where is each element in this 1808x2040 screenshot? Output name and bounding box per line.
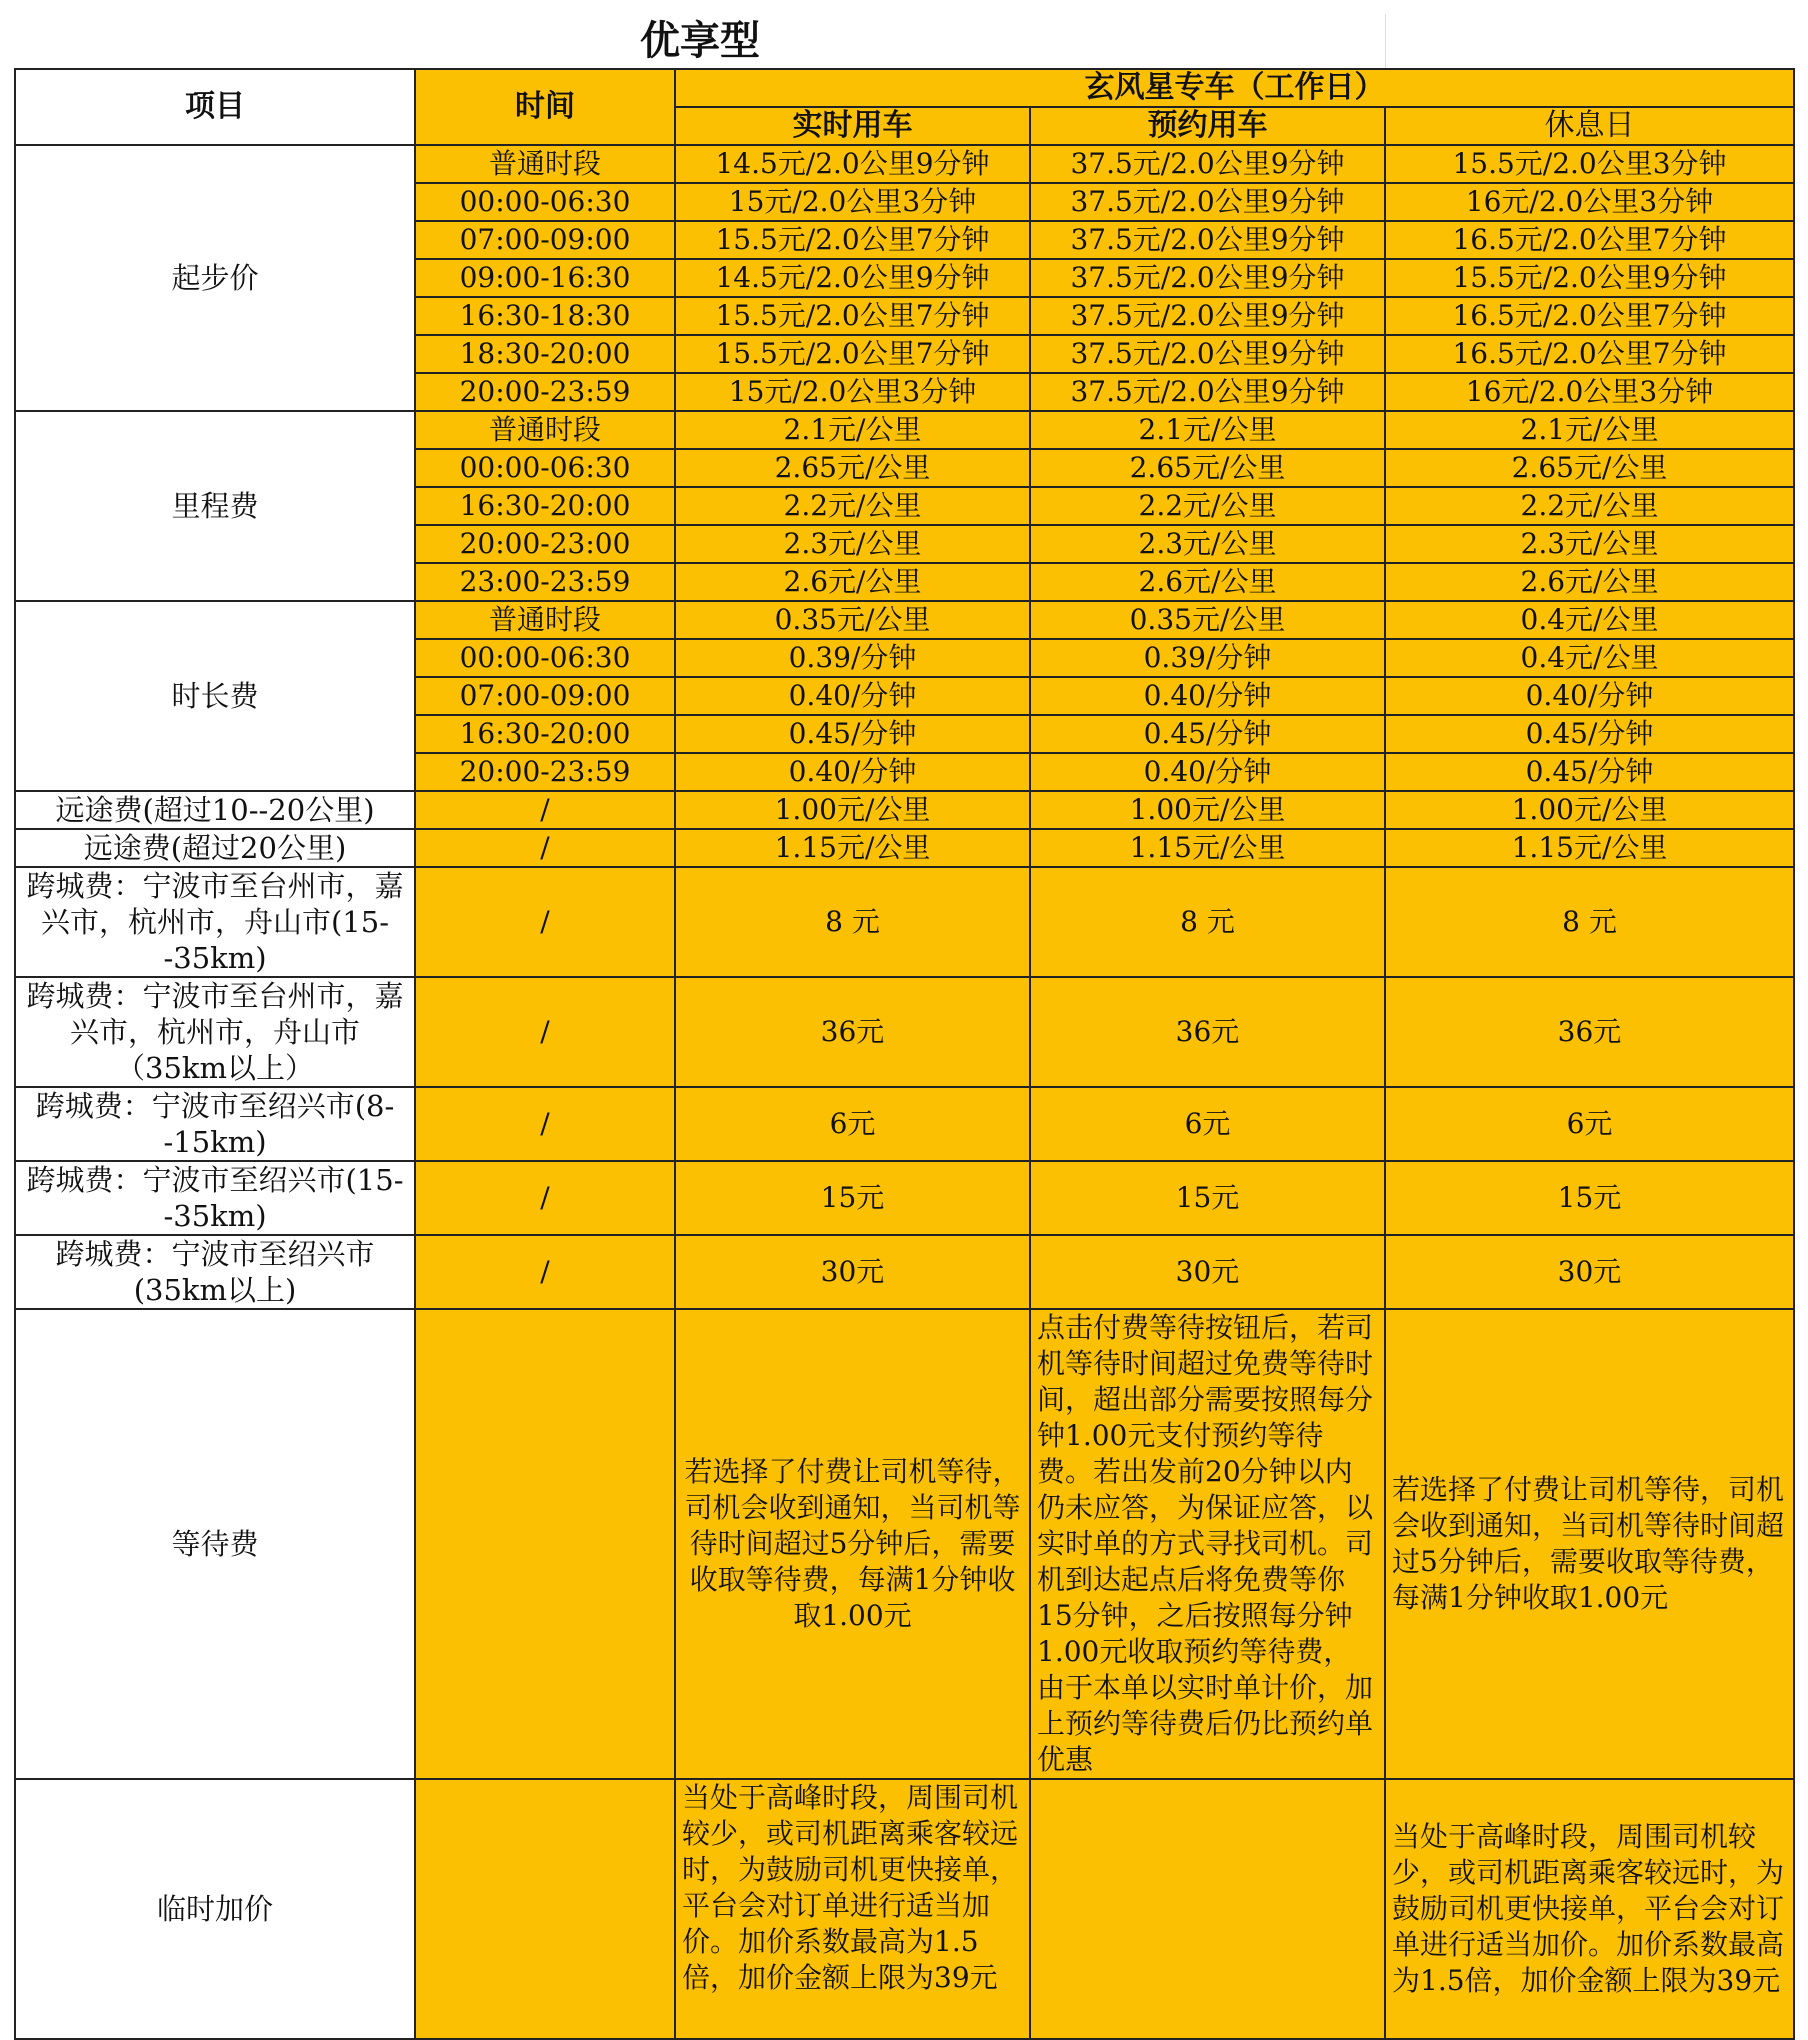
time-cell[interactable]: 20:00-23:59 <box>415 753 675 791</box>
row-label[interactable]: 跨城费：宁波市至绍兴市(15--35km) <box>15 1161 415 1235</box>
time-cell[interactable]: 普通时段 <box>415 411 675 449</box>
holiday-cell[interactable]: 2.3元/公里 <box>1385 525 1794 563</box>
waiting-label[interactable]: 等待费 <box>15 1309 415 1779</box>
table-row <box>15 1309 1794 1779</box>
reserve-cell[interactable]: 37.5元/2.0公里9分钟 <box>1030 183 1385 221</box>
time-cell[interactable]: / <box>415 829 675 867</box>
realtime-cell[interactable]: 0.39/分钟 <box>675 639 1030 677</box>
row-label[interactable]: 跨城费：宁波市至绍兴市(8--15km) <box>15 1087 415 1161</box>
holiday-cell[interactable]: 16元/2.0公里3分钟 <box>1385 183 1794 221</box>
header-item[interactable]: 项目 <box>15 69 415 145</box>
holiday-cell[interactable]: 0.45/分钟 <box>1385 715 1794 753</box>
holiday-cell[interactable]: 15.5元/2.0公里9分钟 <box>1385 259 1794 297</box>
holiday-cell[interactable]: 0.40/分钟 <box>1385 677 1794 715</box>
reserve-cell[interactable]: 2.65元/公里 <box>1030 449 1385 487</box>
reserve-cell[interactable]: 37.5元/2.0公里9分钟 <box>1030 259 1385 297</box>
header-holiday[interactable]: 休息日 <box>1385 107 1794 145</box>
realtime-cell[interactable]: 若选择了付费让司机等待，司机会收到通知，当司机等待时间超过5分钟后，需要收取等待费，每满1分钟收取1.00元 <box>675 1309 1030 1779</box>
reserve-cell[interactable]: 6元 <box>1030 1087 1385 1161</box>
time-cell[interactable]: 16:30-20:00 <box>415 487 675 525</box>
holiday-cell[interactable]: 0.4元/公里 <box>1385 601 1794 639</box>
holiday-cell[interactable]: 当处于高峰时段，周围司机较少，或司机距离乘客较远时，为鼓励司机更快接单，平台会对订单进行适当加价。加价系数最高为1.5倍，加价金额上限为39元 <box>1385 1779 1794 2039</box>
row-label[interactable]: 远途费(超过10--20公里) <box>15 791 415 829</box>
holiday-cell[interactable]: 16.5元/2.0公里7分钟 <box>1385 221 1794 259</box>
realtime-cell[interactable]: 30元 <box>675 1235 1030 1309</box>
realtime-cell[interactable]: 0.35元/公里 <box>675 601 1030 639</box>
table-row <box>15 977 1794 1087</box>
holiday-cell[interactable]: 16元/2.0公里3分钟 <box>1385 373 1794 411</box>
table-row <box>15 601 1794 639</box>
realtime-cell[interactable]: 8 元 <box>675 867 1030 977</box>
row-label[interactable]: 跨城费：宁波市至绍兴市(35km以上) <box>15 1235 415 1309</box>
table-row <box>15 411 1794 449</box>
header-reserve[interactable]: 预约用车 <box>1030 107 1385 145</box>
holiday-cell[interactable]: 15.5元/2.0公里3分钟 <box>1385 145 1794 183</box>
reserve-cell[interactable]: 8 元 <box>1030 867 1385 977</box>
table-row <box>15 867 1794 977</box>
time-cell[interactable]: 09:00-16:30 <box>415 259 675 297</box>
realtime-cell[interactable]: 15元 <box>675 1161 1030 1235</box>
reserve-cell[interactable]: 0.35元/公里 <box>1030 601 1385 639</box>
holiday-cell[interactable]: 16.5元/2.0公里7分钟 <box>1385 335 1794 373</box>
holiday-cell[interactable]: 2.1元/公里 <box>1385 411 1794 449</box>
fare-table <box>14 14 1795 2040</box>
header-service-group[interactable]: 玄风星专车（工作日） <box>675 69 1794 107</box>
time-cell[interactable]: / <box>415 867 675 977</box>
realtime-cell[interactable]: 2.1元/公里 <box>675 411 1030 449</box>
time-cell[interactable]: 20:00-23:59 <box>415 373 675 411</box>
reserve-cell[interactable]: 1.15元/公里 <box>1030 829 1385 867</box>
time-cell[interactable]: 普通时段 <box>415 601 675 639</box>
realtime-cell[interactable]: 15.5元/2.0公里7分钟 <box>675 221 1030 259</box>
holiday-cell[interactable]: 15元 <box>1385 1161 1794 1235</box>
realtime-cell[interactable]: 15.5元/2.0公里7分钟 <box>675 297 1030 335</box>
holiday-cell[interactable]: 2.6元/公里 <box>1385 563 1794 601</box>
holiday-cell[interactable]: 16.5元/2.0公里7分钟 <box>1385 297 1794 335</box>
time-cell[interactable]: 16:30-20:00 <box>415 715 675 753</box>
realtime-cell[interactable]: 15元/2.0公里3分钟 <box>675 373 1030 411</box>
sheet-title[interactable]: 优享型 <box>15 14 1385 69</box>
reserve-cell[interactable]: 30元 <box>1030 1235 1385 1309</box>
reserve-cell[interactable]: 2.1元/公里 <box>1030 411 1385 449</box>
reserve-cell[interactable]: 点击付费等待按钮后，若司机等待时间超过免费等待时间，超出部分需要按照每分钟1.00元支付预约等待费。若出发前20分钟以内仍未应答，为保证应答，以实时单的方式寻找司机。司机到达起点后将免费等你15分钟，之后按照每分钟1.00元收取预约等待费，由于本单以实时单计价，加上预约等待费后仍比预约单优惠 <box>1030 1309 1385 1779</box>
reserve-cell[interactable]: 37.5元/2.0公里9分钟 <box>1030 335 1385 373</box>
time-cell[interactable]: 00:00-06:30 <box>415 639 675 677</box>
realtime-cell[interactable]: 2.65元/公里 <box>675 449 1030 487</box>
realtime-cell[interactable]: 0.40/分钟 <box>675 753 1030 791</box>
time-cell[interactable]: 00:00-06:30 <box>415 183 675 221</box>
realtime-cell[interactable]: 0.40/分钟 <box>675 677 1030 715</box>
time-cell[interactable]: / <box>415 977 675 1087</box>
reserve-cell[interactable]: 37.5元/2.0公里9分钟 <box>1030 373 1385 411</box>
realtime-cell[interactable]: 14.5元/2.0公里9分钟 <box>675 259 1030 297</box>
realtime-cell[interactable]: 15元/2.0公里3分钟 <box>675 183 1030 221</box>
holiday-cell[interactable]: 30元 <box>1385 1235 1794 1309</box>
reserve-cell[interactable]: 1.00元/公里 <box>1030 791 1385 829</box>
row-label[interactable]: 远途费(超过20公里) <box>15 829 415 867</box>
holiday-cell[interactable]: 0.45/分钟 <box>1385 753 1794 791</box>
table-row <box>15 829 1794 867</box>
time-cell[interactable]: / <box>415 1161 675 1235</box>
reserve-cell[interactable]: 2.6元/公里 <box>1030 563 1385 601</box>
holiday-cell[interactable]: 2.2元/公里 <box>1385 487 1794 525</box>
header-realtime[interactable]: 实时用车 <box>675 107 1030 145</box>
realtime-cell[interactable]: 15.5元/2.0公里7分钟 <box>675 335 1030 373</box>
duration-label[interactable]: 时长费 <box>15 601 415 791</box>
time-cell[interactable] <box>415 1309 675 1779</box>
realtime-cell[interactable]: 当处于高峰时段，周围司机较少，或司机距离乘客较远时，为鼓励司机更快接单，平台会对订单进行适当加价。加价系数最高为1.5倍，加价金额上限为39元 <box>675 1779 1030 2039</box>
row-label[interactable]: 跨城费：宁波市至台州市，嘉兴市，杭州市，舟山市（35km以上） <box>15 977 415 1087</box>
time-cell[interactable]: / <box>415 1235 675 1309</box>
realtime-cell[interactable]: 36元 <box>675 977 1030 1087</box>
table-row <box>15 1779 1794 2039</box>
mileage-label[interactable]: 里程费 <box>15 411 415 601</box>
time-cell[interactable]: / <box>415 1087 675 1161</box>
table-row <box>15 1161 1794 1235</box>
holiday-cell[interactable]: 1.15元/公里 <box>1385 829 1794 867</box>
reserve-cell[interactable]: 0.39/分钟 <box>1030 639 1385 677</box>
realtime-cell[interactable]: 2.6元/公里 <box>675 563 1030 601</box>
time-cell[interactable]: 16:30-18:30 <box>415 297 675 335</box>
holiday-cell[interactable]: 0.4元/公里 <box>1385 639 1794 677</box>
table-row <box>15 1235 1794 1309</box>
holiday-cell[interactable]: 36元 <box>1385 977 1794 1087</box>
holiday-cell[interactable]: 若选择了付费让司机等待，司机会收到通知，当司机等待时间超过5分钟后，需要收取等待费，每满1分钟收取1.00元 <box>1385 1309 1794 1779</box>
holiday-cell[interactable]: 1.00元/公里 <box>1385 791 1794 829</box>
realtime-cell[interactable]: 1.15元/公里 <box>675 829 1030 867</box>
time-cell[interactable]: / <box>415 791 675 829</box>
time-cell[interactable]: 18:30-20:00 <box>415 335 675 373</box>
holiday-cell[interactable]: 6元 <box>1385 1087 1794 1161</box>
time-cell[interactable] <box>415 1779 675 2039</box>
reserve-cell[interactable]: 36元 <box>1030 977 1385 1087</box>
realtime-cell[interactable]: 2.2元/公里 <box>675 487 1030 525</box>
realtime-cell[interactable]: 0.45/分钟 <box>675 715 1030 753</box>
table-row <box>15 145 1794 183</box>
reserve-cell[interactable]: 0.40/分钟 <box>1030 677 1385 715</box>
row-label[interactable]: 跨城费：宁波市至台州市，嘉兴市，杭州市，舟山市(15--35km) <box>15 867 415 977</box>
reserve-cell[interactable]: 2.2元/公里 <box>1030 487 1385 525</box>
time-cell[interactable]: 23:00-23:59 <box>415 563 675 601</box>
time-cell[interactable]: 20:00-23:00 <box>415 525 675 563</box>
time-cell[interactable]: 普通时段 <box>415 145 675 183</box>
realtime-cell[interactable]: 14.5元/2.0公里9分钟 <box>675 145 1030 183</box>
table-row <box>15 1087 1794 1161</box>
realtime-cell[interactable]: 2.3元/公里 <box>675 525 1030 563</box>
holiday-cell[interactable]: 2.65元/公里 <box>1385 449 1794 487</box>
reserve-cell[interactable]: 37.5元/2.0公里9分钟 <box>1030 297 1385 335</box>
reserve-cell[interactable]: 15元 <box>1030 1161 1385 1235</box>
table-row <box>15 791 1794 829</box>
time-cell[interactable]: 00:00-06:30 <box>415 449 675 487</box>
time-cell[interactable]: 07:00-09:00 <box>415 221 675 259</box>
reserve-cell[interactable]: 37.5元/2.0公里9分钟 <box>1030 145 1385 183</box>
reserve-cell[interactable]: 2.3元/公里 <box>1030 525 1385 563</box>
reserve-cell[interactable]: 0.40/分钟 <box>1030 753 1385 791</box>
surge-label[interactable]: 临时加价 <box>15 1779 415 2039</box>
holiday-cell[interactable]: 8 元 <box>1385 867 1794 977</box>
reserve-cell[interactable]: 37.5元/2.0公里9分钟 <box>1030 221 1385 259</box>
realtime-cell[interactable]: 6元 <box>675 1087 1030 1161</box>
time-cell[interactable]: 07:00-09:00 <box>415 677 675 715</box>
empty-cell[interactable] <box>1385 14 1794 69</box>
realtime-cell[interactable]: 1.00元/公里 <box>675 791 1030 829</box>
header-time[interactable]: 时间 <box>415 69 675 145</box>
reserve-cell[interactable]: 0.45/分钟 <box>1030 715 1385 753</box>
start_price-label[interactable]: 起步价 <box>15 145 415 411</box>
reserve-cell[interactable] <box>1030 1779 1385 2039</box>
